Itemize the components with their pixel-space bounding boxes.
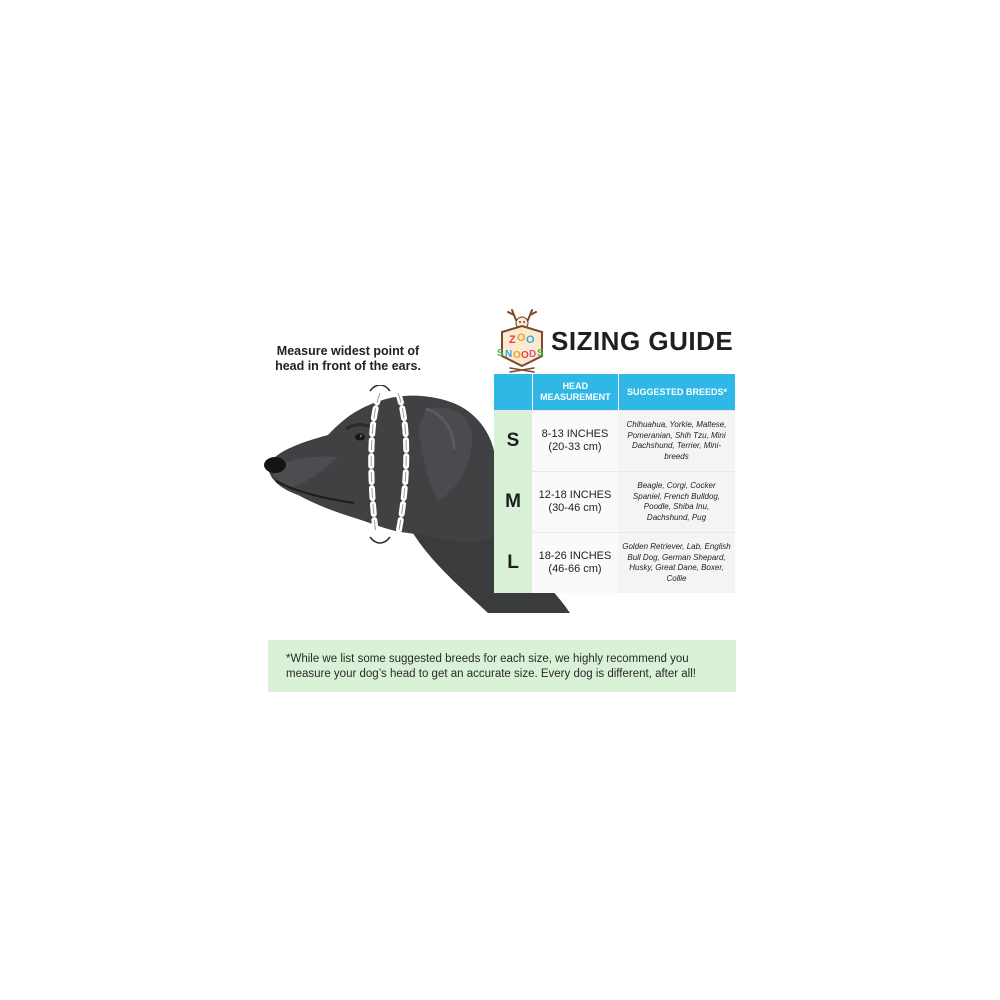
guide-header (494, 306, 744, 376)
size-label: S (494, 411, 532, 471)
measurement-cell: 18-26 INCHES (46-66 cm) (532, 533, 618, 593)
size-label: L (494, 533, 532, 593)
svg-text:N: N (505, 349, 513, 360)
breeds-cell: Golden Retriever, Lab, English Bull Dog, German Shepard, Husky, Great Dane, Boxer, Collie (618, 533, 735, 593)
footnote-box: *While we list some suggested breeds for each size, we highly recommend you measure your dog’s head to get an accurate size. Every dog is different, after all! (268, 640, 736, 692)
zoo-snoods-logo (494, 306, 550, 374)
table-row-small (494, 410, 735, 471)
measurement-cell: 12-18 INCHES (30-46 cm) (532, 472, 618, 532)
sizing-guide-title: SIZING GUIDE (551, 326, 734, 356)
table-row-medium (494, 471, 735, 532)
table-header-row (494, 374, 735, 410)
breeds-cell: Beagle, Corgi, Cocker Spaniel, French Bulldog, Poodle, Shiba Inu, Dachshund, Pug (618, 472, 735, 532)
table-row-large (494, 532, 735, 593)
svg-text:D: D (529, 349, 537, 360)
size-label: M (494, 472, 532, 532)
measurement-cell: 8-13 INCHES (20-33 cm) (532, 411, 618, 471)
header-cell-size (494, 374, 532, 410)
breeds-cell: Chihuahua, Yorkie, Maltese, Pomeranian, Shih Tzu, Mini Dachshund, Terrier, Mini-breeds (618, 411, 735, 471)
svg-text:Z: Z (509, 334, 516, 346)
header-cell-breeds: SUGGESTED BREEDS* (618, 374, 735, 410)
svg-text:O: O (517, 332, 526, 344)
svg-text:S: S (537, 348, 544, 359)
svg-text:O: O (526, 334, 535, 346)
sizing-table (494, 374, 735, 593)
svg-text:O: O (521, 350, 529, 361)
svg-text:O: O (513, 350, 521, 361)
header-cell-measurement: HEAD MEASUREMENT (532, 374, 618, 410)
measure-instruction: Measure widest point of head in front of the ears. (275, 344, 421, 373)
svg-text:S: S (497, 348, 504, 359)
